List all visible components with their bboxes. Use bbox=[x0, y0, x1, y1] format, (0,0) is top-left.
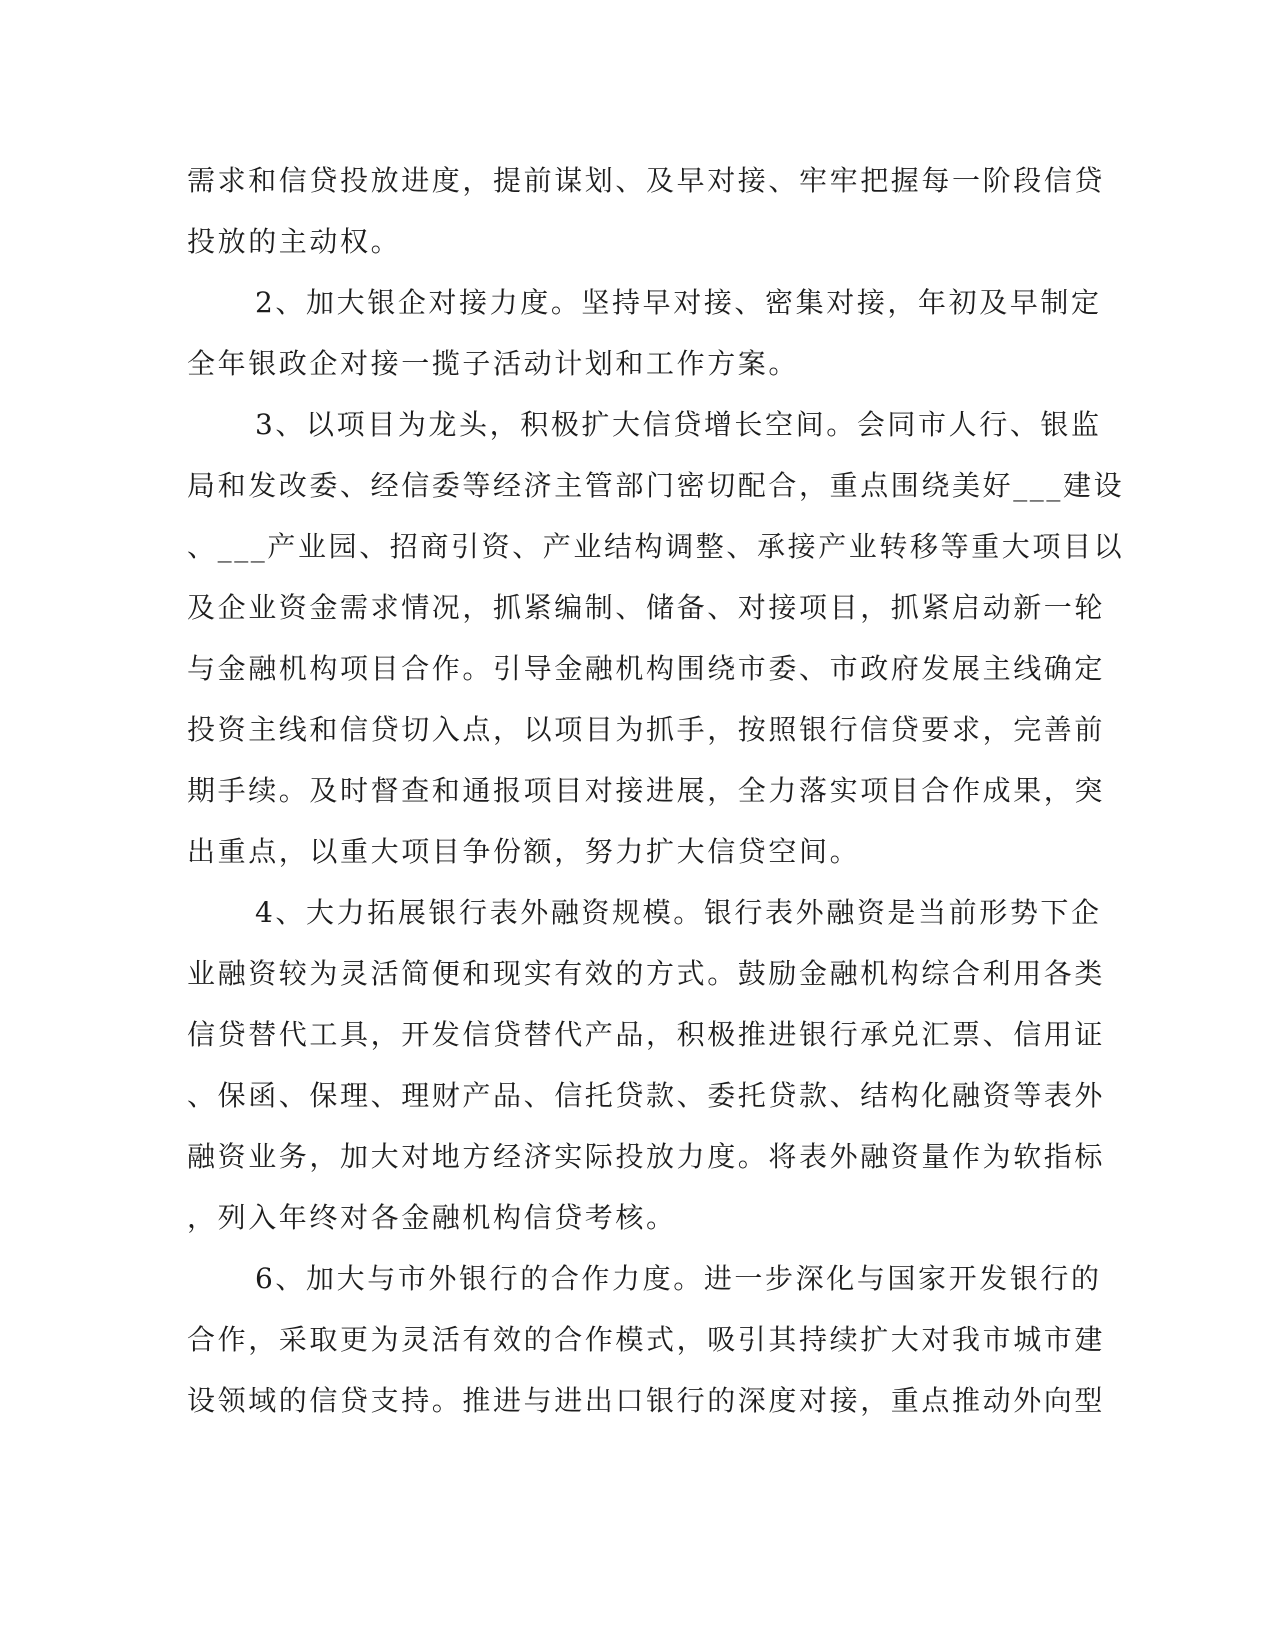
text-line: 信贷替代工具，开发信贷替代产品，积极推进银行承兑汇票、信用证 bbox=[187, 1018, 1106, 1051]
text-line: 与金融机构项目合作。引导金融机构围绕市委、市政府发展主线确定 bbox=[187, 652, 1106, 685]
paragraph-start-line: 3、以项目为龙头，积极扩大信贷增长空间。会同市人行、银监 bbox=[255, 408, 1102, 441]
text-line: 融资业务，加大对地方经济实际投放力度。将表外融资量作为软指标 bbox=[187, 1140, 1106, 1173]
text-line: 投资主线和信贷切入点，以项目为抓手，按照银行信贷要求，完善前 bbox=[187, 713, 1106, 746]
text-line: 投放的主动权。 bbox=[187, 225, 402, 258]
text-line: 出重点，以重大项目争份额，努力扩大信贷空间。 bbox=[187, 835, 861, 868]
text-line: 合作，采取更为灵活有效的合作模式，吸引其持续扩大对我市城市建 bbox=[187, 1323, 1106, 1356]
text-line: 、保函、保理、理财产品、信托贷款、委托贷款、结构化融资等表外 bbox=[187, 1079, 1106, 1112]
text-line: 、___产业园、招商引资、产业结构调整、承接产业转移等重大项目以 bbox=[187, 530, 1125, 563]
text-line: 及企业资金需求情况，抓紧编制、储备、对接项目，抓紧启动新一轮 bbox=[187, 591, 1106, 624]
text-line: 局和发改委、经信委等经济主管部门密切配合，重点围绕美好___建设 bbox=[187, 469, 1125, 502]
document-body bbox=[187, 150, 1125, 1431]
paragraph-start-line: 6、加大与市外银行的合作力度。进一步深化与国家开发银行的 bbox=[255, 1262, 1102, 1295]
text-line: 需求和信贷投放进度，提前谋划、及早对接、牢牢把握每一阶段信贷 bbox=[187, 164, 1106, 197]
text-line: ，列入年终对各金融机构信贷考核。 bbox=[187, 1201, 677, 1234]
text-line: 全年银政企对接一揽子活动计划和工作方案。 bbox=[187, 347, 800, 380]
text-line: 期手续。及时督查和通报项目对接进展，全力落实项目合作成果，突 bbox=[187, 774, 1106, 807]
text-line: 业融资较为灵活简便和现实有效的方式。鼓励金融机构综合利用各类 bbox=[187, 957, 1106, 990]
paragraph-start-line: 4、大力拓展银行表外融资规模。银行表外融资是当前形势下企 bbox=[255, 896, 1102, 929]
text-line: 设领域的信贷支持。推进与进出口银行的深度对接，重点推动外向型 bbox=[187, 1384, 1106, 1417]
paragraph-start-line: 2、加大银企对接力度。坚持早对接、密集对接，年初及早制定 bbox=[255, 286, 1102, 319]
